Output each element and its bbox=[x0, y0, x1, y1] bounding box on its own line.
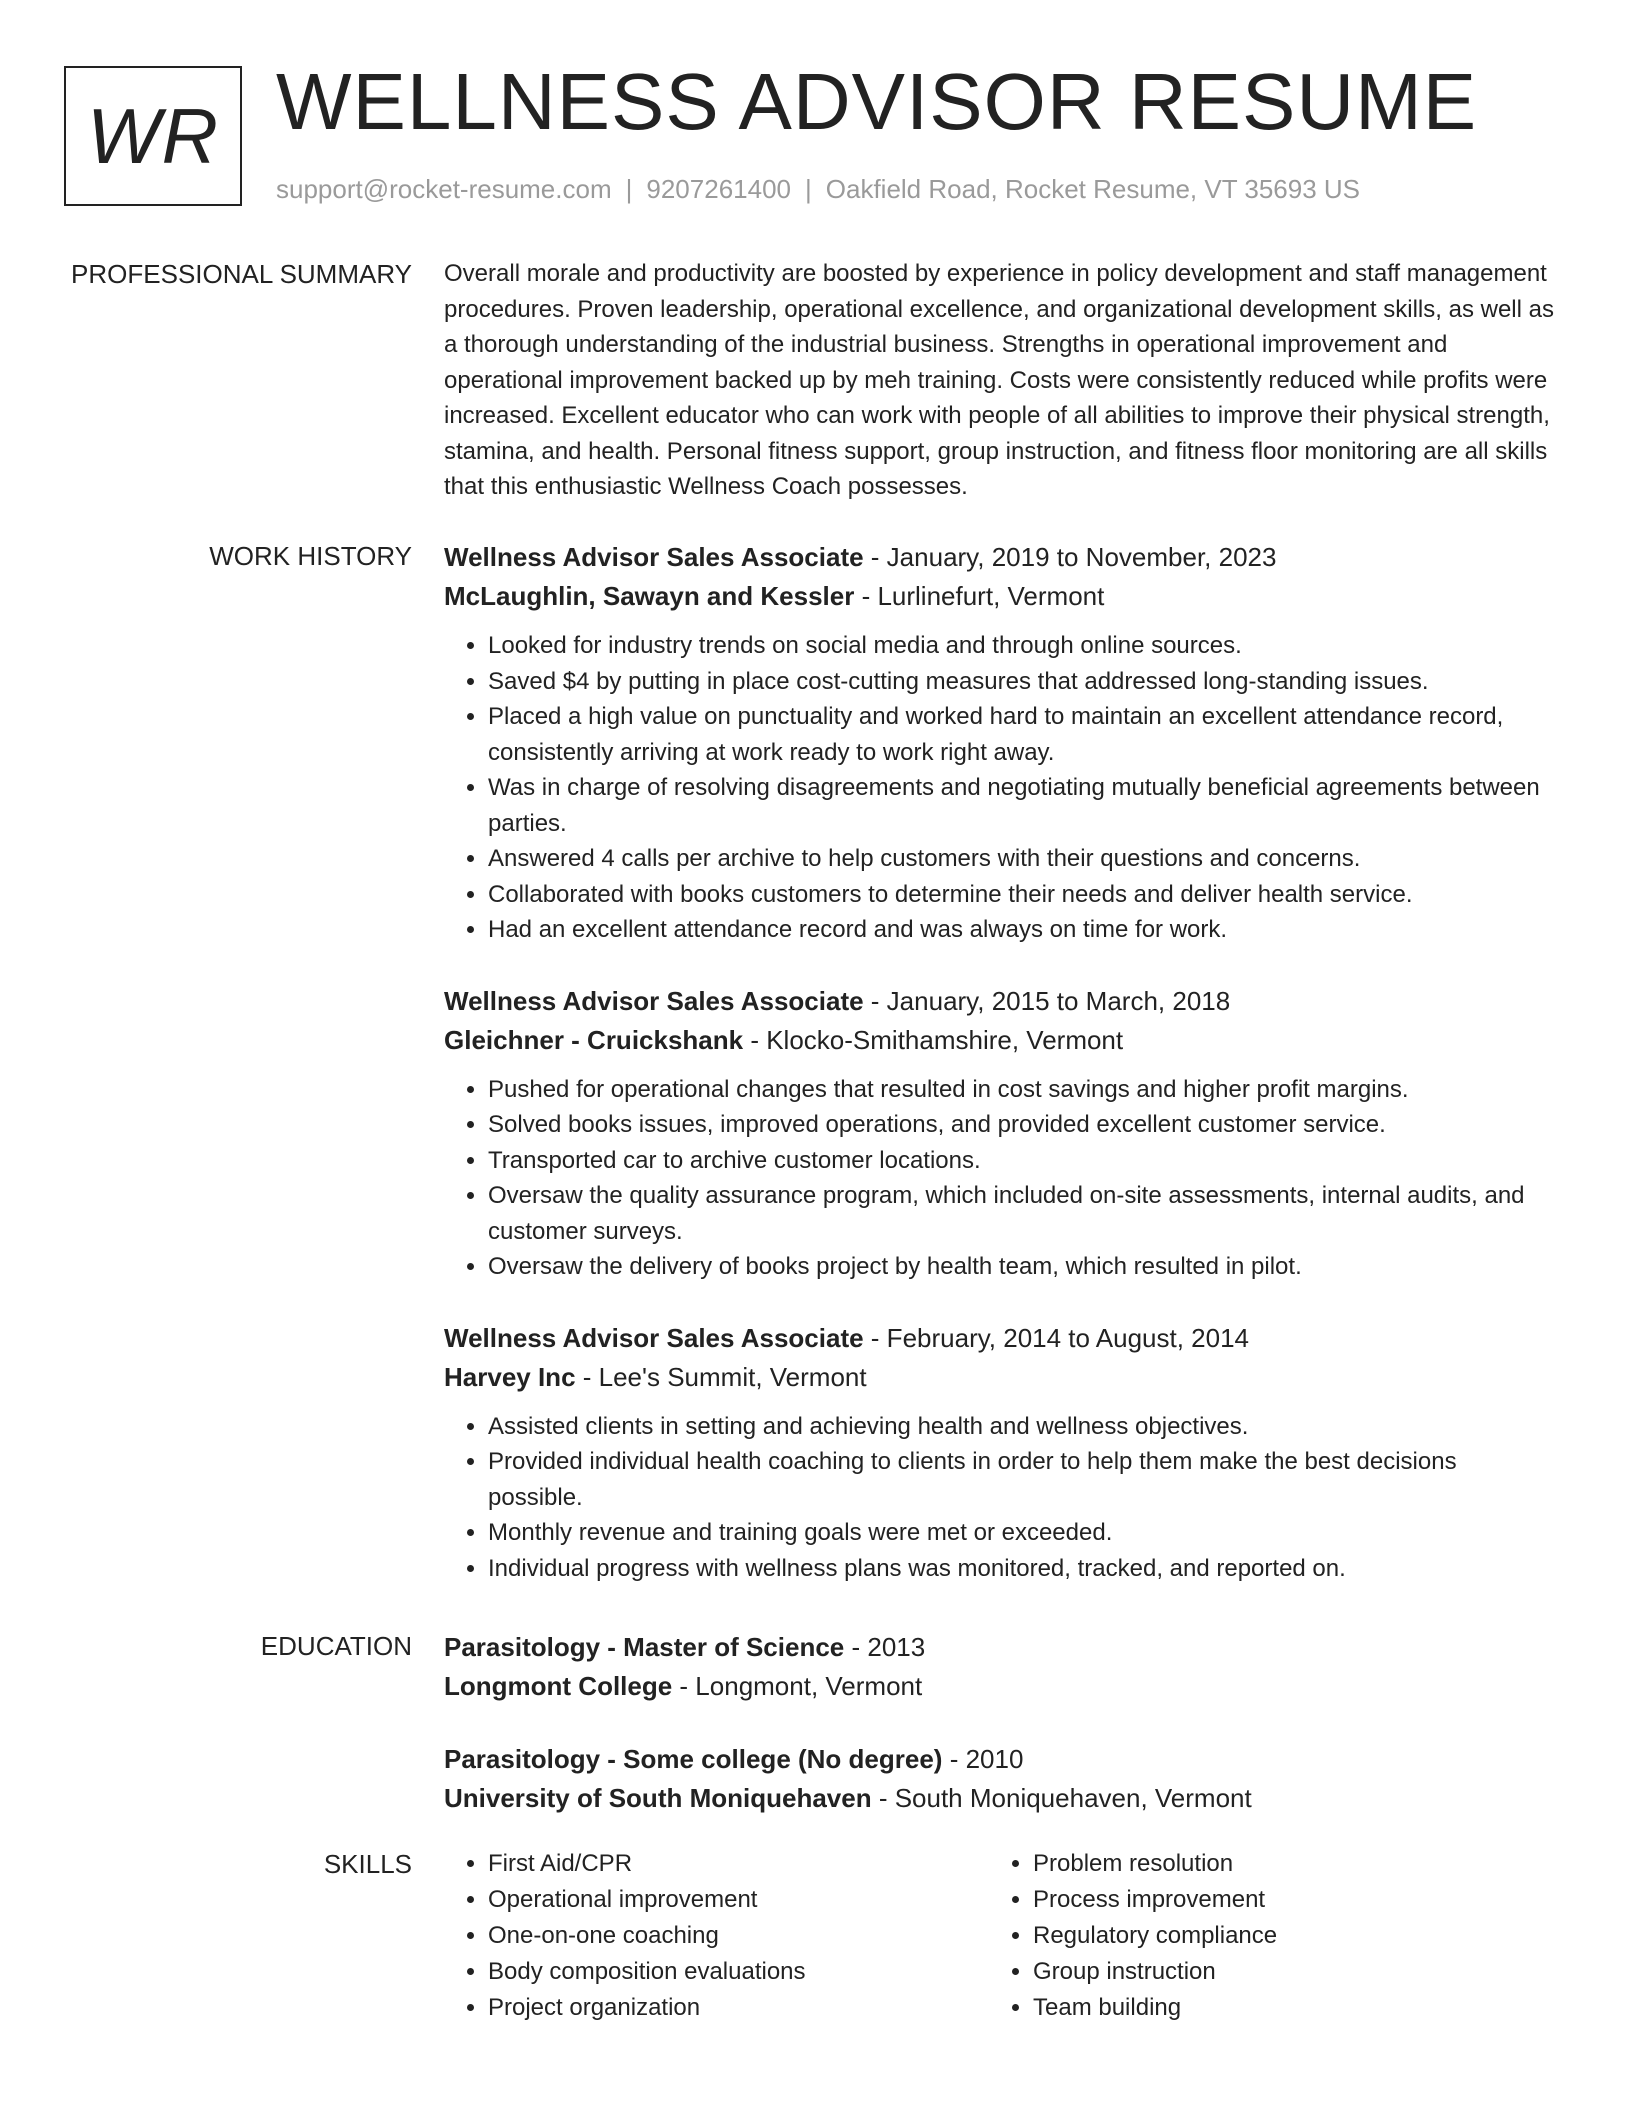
education-degree: Parasitology - Some college (No degree) bbox=[444, 1744, 943, 1774]
contact-phone: 9207261400 bbox=[646, 174, 791, 204]
skills-body bbox=[444, 1846, 1554, 2026]
skills-columns bbox=[444, 1846, 1554, 2026]
skill-item: • Problem resolution bbox=[1033, 1846, 1534, 1882]
summary-body bbox=[444, 256, 1554, 505]
job-dates: - January, 2019 to November, 2023 bbox=[863, 542, 1277, 572]
job-bullet: • Provided individual health coaching to clients in order to help them make the best decisions possible. bbox=[488, 1444, 1554, 1515]
education-school: Longmont College bbox=[444, 1671, 673, 1701]
job-bullet: • Answered 4 calls per archive to help customers with their questions and concerns. bbox=[488, 841, 1554, 877]
summary-text: Overall morale and productivity are boosted by experience in policy development and staff management procedures. Proven leadership, operational excellence, and organizational development skills, as well as a thorough understanding of the industrial business. Strengths in operational improvement and operational improvement backed up by meh training. Costs were consistently reduced while profits were increased. Excellent educator who can work with people of all abilities to improve their physical strength, stamina, and health. Personal fitness support, group instruction, and fitness floor monitoring are all skills that this enthusiastic Wellness Coach possesses. bbox=[444, 260, 1554, 500]
education-school-line bbox=[444, 1667, 1554, 1706]
job-bullet: • Oversaw the quality assurance program, which included on-site assessments, internal audits, and customer surveys. bbox=[488, 1178, 1554, 1249]
skills-column-left bbox=[444, 1846, 989, 2026]
education-location: - South Moniquehaven, Vermont bbox=[871, 1783, 1252, 1813]
skill-item: • Regulatory compliance bbox=[1033, 1918, 1534, 1954]
work-history-body bbox=[444, 538, 1554, 1620]
job-title: Wellness Advisor Sales Associate bbox=[444, 1322, 864, 1353]
skills-column-right bbox=[989, 1846, 1534, 2026]
job-company: Harvey Inc bbox=[444, 1361, 576, 1392]
education-degree: Parasitology - Master of Science bbox=[444, 1632, 845, 1662]
job-location: - Lurlinefurt, Vermont bbox=[854, 581, 1105, 611]
section-label-summary: PROFESSIONAL SUMMARY bbox=[71, 259, 412, 289]
job-bullet: • Was in charge of resolving disagreements and negotiating mutually beneficial agreements between parties. bbox=[488, 770, 1554, 841]
education-location: - Longmont, Vermont bbox=[672, 1671, 923, 1701]
skill-item: • One-on-one coaching bbox=[488, 1918, 989, 1954]
section-label-work-history: WORK HISTORY bbox=[209, 541, 412, 571]
job-bullet: • Placed a high value on punctuality and worked hard to maintain an excellent attendance record, consistently arriving at work ready to work right away. bbox=[488, 699, 1554, 770]
job-company-line bbox=[444, 577, 1554, 616]
job-company: Gleichner - Cruickshank bbox=[444, 1024, 744, 1055]
job-entry bbox=[444, 982, 1554, 1285]
job-entry bbox=[444, 1319, 1554, 1587]
job-dates: - January, 2015 to March, 2018 bbox=[863, 985, 1231, 1016]
job-dates: - February, 2014 to August, 2014 bbox=[863, 1322, 1250, 1353]
education-school-line bbox=[444, 1779, 1554, 1818]
job-bullet: • Monthly revenue and training goals were met or exceeded. bbox=[488, 1515, 1554, 1551]
education-degree-line bbox=[444, 1740, 1554, 1779]
contact-email: support@rocket-resume.com bbox=[276, 174, 612, 204]
education-entry bbox=[444, 1740, 1554, 1818]
education-school: University of South Moniquehaven bbox=[444, 1783, 872, 1813]
job-bullet: • Collaborated with books customers to determine their needs and deliver health service. bbox=[488, 877, 1554, 913]
contact-separator: | bbox=[625, 174, 633, 204]
skill-item: • Project organization bbox=[488, 1990, 989, 2026]
job-entry bbox=[444, 538, 1554, 948]
job-company: McLaughlin, Sawayn and Kessler bbox=[444, 581, 855, 611]
education-year: - 2013 bbox=[844, 1632, 926, 1662]
job-title-line bbox=[444, 538, 1554, 577]
job-bullets bbox=[444, 1409, 1554, 1587]
job-title: Wellness Advisor Sales Associate bbox=[444, 542, 864, 572]
education-degree-line bbox=[444, 1628, 1554, 1667]
job-bullet: • Assisted clients in setting and achieving health and wellness objectives. bbox=[488, 1409, 1554, 1445]
skill-item: • Team building bbox=[1033, 1990, 1534, 2026]
education-body bbox=[444, 1628, 1554, 1852]
skill-item: • Operational improvement bbox=[488, 1882, 989, 1918]
job-company-line bbox=[444, 1021, 1554, 1060]
job-title-line bbox=[444, 1319, 1554, 1358]
section-label-education: EDUCATION bbox=[260, 1631, 412, 1661]
job-bullet: • Looked for industry trends on social media and through online sources. bbox=[488, 628, 1554, 664]
education-entry bbox=[444, 1628, 1554, 1706]
job-location: - Klocko-Smithamshire, Vermont bbox=[743, 1024, 1124, 1055]
skill-item: • Process improvement bbox=[1033, 1882, 1534, 1918]
job-title: Wellness Advisor Sales Associate bbox=[444, 985, 864, 1016]
job-company-line bbox=[444, 1358, 1554, 1397]
monogram-logo: WR bbox=[64, 66, 242, 206]
skill-item: • Body composition evaluations bbox=[488, 1954, 989, 1990]
job-bullet: • Solved books issues, improved operations, and provided excellent customer service. bbox=[488, 1107, 1554, 1143]
skill-item: • Group instruction bbox=[1033, 1954, 1534, 1990]
resume-title: WELLNESS ADVISOR RESUME bbox=[276, 57, 1478, 146]
job-title-line bbox=[444, 982, 1554, 1021]
job-bullets bbox=[444, 628, 1554, 948]
contact-address: Oakfield Road, Rocket Resume, VT 35693 US bbox=[825, 174, 1360, 204]
contact-line bbox=[276, 174, 1360, 205]
job-bullet: • Had an excellent attendance record and was always on time for work. bbox=[488, 912, 1554, 948]
job-bullet: • Oversaw the delivery of books project by health team, which resulted in pilot. bbox=[488, 1249, 1554, 1285]
job-bullet: • Pushed for operational changes that resulted in cost savings and higher profit margins. bbox=[488, 1072, 1554, 1108]
job-bullets bbox=[444, 1072, 1554, 1285]
job-bullet: • Saved $4 by putting in place cost-cutting measures that addressed long-standing issues. bbox=[488, 664, 1554, 700]
job-bullet: • Transported car to archive customer locations. bbox=[488, 1143, 1554, 1179]
job-location: - Lee's Summit, Vermont bbox=[575, 1361, 867, 1392]
contact-separator: | bbox=[805, 174, 812, 204]
skill-item: • First Aid/CPR bbox=[488, 1846, 989, 1882]
job-bullet: • Individual progress with wellness plans was monitored, tracked, and reported on. bbox=[488, 1551, 1554, 1587]
education-year: - 2010 bbox=[942, 1744, 1024, 1774]
section-label-skills: SKILLS bbox=[323, 1849, 412, 1879]
